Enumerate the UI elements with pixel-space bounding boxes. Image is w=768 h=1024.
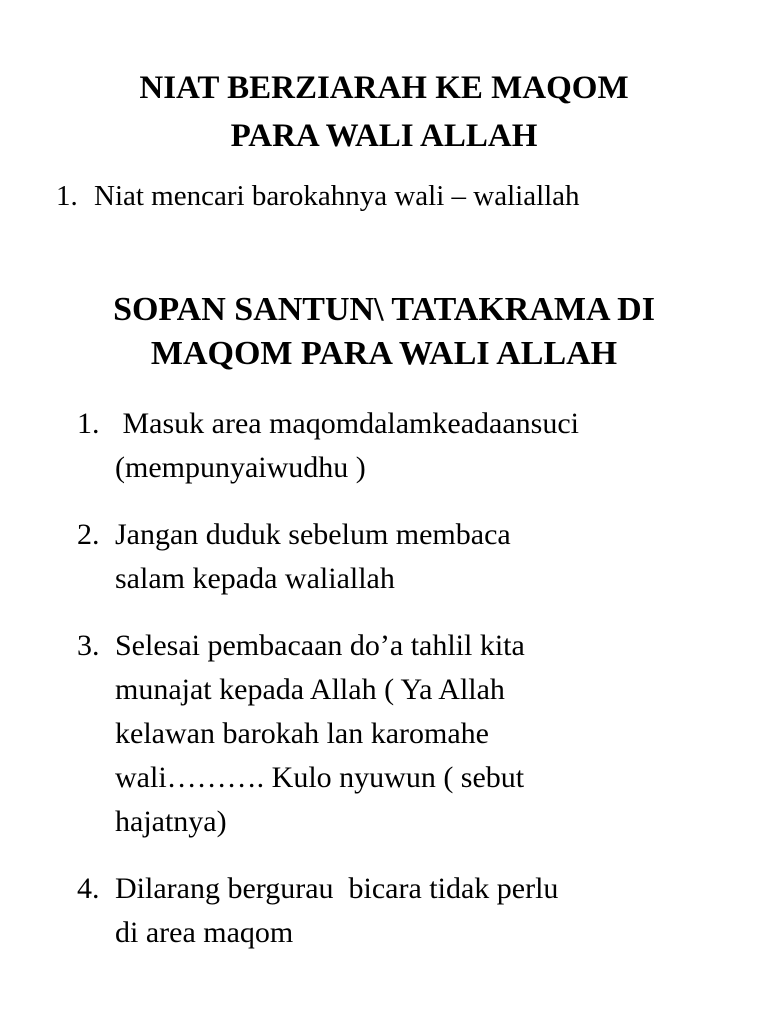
list-item bbox=[77, 624, 717, 844]
list-item-number: 1. bbox=[77, 407, 100, 440]
page-title-line-1: NIAT BERZIARAH KE MAQOM bbox=[139, 70, 629, 106]
list-item bbox=[77, 402, 717, 490]
list-item-line: Dilarang bergurau bicara tidak perlu bbox=[115, 872, 559, 905]
list-item-line: munajat kepada Allah ( Ya Allah bbox=[115, 673, 505, 706]
list-item-number: 2. bbox=[77, 518, 100, 551]
section-title-line-1: SOPAN SANTUN\ TATAKRAMA DI bbox=[113, 291, 655, 328]
list-item bbox=[77, 867, 717, 955]
list-item-line: Masuk area maqomdalamkeadaansuci bbox=[115, 407, 579, 440]
niat-list bbox=[56, 178, 656, 215]
list-item-number: 4. bbox=[77, 872, 100, 905]
list-item-line: di area maqom bbox=[115, 916, 294, 949]
section-title bbox=[0, 288, 768, 376]
list-item-text: Niat mencari barokahnya wali – waliallah bbox=[94, 180, 580, 212]
list-item-number: 3. bbox=[77, 629, 100, 662]
page-title bbox=[0, 64, 768, 160]
list-item-line: hajatnya) bbox=[115, 805, 227, 838]
list-item-line: (mempunyaiwudhu ) bbox=[115, 451, 366, 484]
list-item-line: Jangan duduk sebelum membaca bbox=[115, 518, 511, 551]
list-item-line: Selesai pembacaan do’a tahlil kita bbox=[115, 629, 525, 662]
sopan-santun-list bbox=[77, 402, 717, 978]
list-item-line: salam kepada waliallah bbox=[115, 562, 395, 595]
list-item bbox=[77, 513, 717, 601]
list-item bbox=[56, 178, 656, 215]
list-item-line: wali………. Kulo nyuwun ( sebut bbox=[115, 761, 525, 794]
page-title-line-2: PARA WALI ALLAH bbox=[230, 118, 538, 154]
list-item-line: kelawan barokah lan karomahe bbox=[115, 717, 489, 750]
list-item-number: 1. bbox=[56, 180, 78, 212]
section-title-line-2: MAQOM PARA WALI ALLAH bbox=[150, 335, 618, 372]
